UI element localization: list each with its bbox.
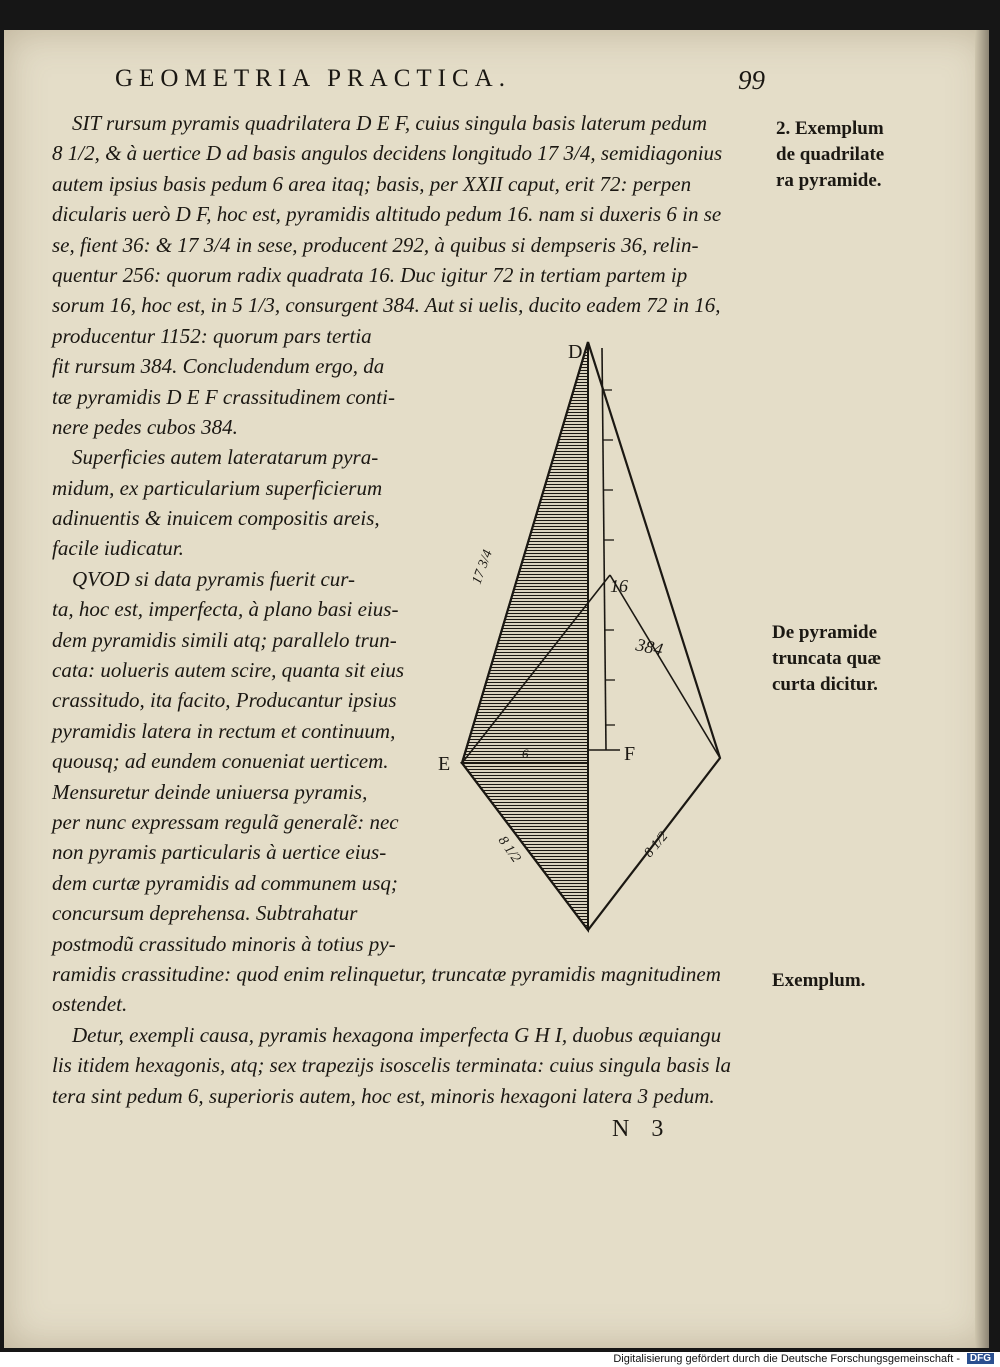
text-line: facile iudicatur. bbox=[52, 536, 184, 561]
margin-note-line: truncata quæ bbox=[772, 648, 882, 669]
margin-note-truncated bbox=[772, 620, 881, 698]
text-line: midum, ex particularium superficierum bbox=[52, 475, 383, 500]
margin-note-line: Exemplum. bbox=[772, 970, 866, 991]
text-line: cata: uolueris autem scire, quanta sit eius bbox=[52, 658, 405, 683]
text-line: autem ipsius basis pedum 6 area itaq; basis, per XXII caput, erit 72: perpen bbox=[52, 171, 692, 196]
text-line: Detur, exempli causa, pyramis hexagona imperfecta G H I, duobus æquiangu bbox=[72, 1022, 722, 1047]
text-line: ramidis crassitudine: quod enim relinquetur, truncatæ pyramidis magnitudinem bbox=[52, 961, 721, 986]
text-line: tera sint pedum 6, superioris autem, hoc est, minoris hexagoni latera 3 pedum. bbox=[52, 1083, 715, 1108]
page-header bbox=[115, 65, 765, 105]
page-number: 99 bbox=[738, 65, 765, 95]
text-line: 8 1/2, & à uertice D ad basis angulos decidens longitudo 17 3/4, semidiagonius bbox=[52, 141, 723, 166]
pyramid-figure bbox=[430, 330, 750, 950]
measure-height: 16 bbox=[610, 576, 628, 596]
text-line: quentur 256: quorum radix quadrata 16. Duc igitur 72 in tertiam partem ip bbox=[52, 262, 688, 287]
measure-base-right: 8 1/2 bbox=[641, 829, 672, 861]
running-head: GEOMETRIA PRACTICA. bbox=[115, 65, 511, 92]
measure-edge: 384 bbox=[634, 634, 665, 660]
dfg-logo-icon: DFG bbox=[967, 1353, 994, 1364]
footer-credit: Digitalisierung gefördert durch die Deutsche Forschungsgemeinschaft - bbox=[613, 1353, 960, 1365]
measure-half-diagonal: 6 bbox=[522, 746, 529, 761]
text-line: crassitudo, ita facito, Producantur ipsius bbox=[52, 688, 397, 713]
text-line: SIT rursum pyramis quadrilatera D E F, cuius singula basis laterum pedum bbox=[72, 111, 708, 135]
text-line: dem pyramidis simili atq; parallelo trun- bbox=[52, 627, 397, 652]
text-line: dem curtæ pyramidis ad communem usq; bbox=[52, 870, 398, 895]
label-e: E bbox=[438, 753, 451, 775]
height-line bbox=[602, 348, 606, 750]
edge-line bbox=[610, 575, 720, 758]
margin-note-line: De pyramide bbox=[772, 622, 878, 643]
page-edge bbox=[975, 30, 989, 1348]
measure-slant: 17 3/4 bbox=[469, 547, 496, 587]
label-d: D bbox=[568, 341, 583, 363]
text-line: adinuentis & inuicem compositis areis, bbox=[52, 506, 380, 531]
measure-base-left: 8 1/2 bbox=[494, 833, 524, 866]
label-f: F bbox=[624, 743, 636, 765]
text-line: producentur 1152: quorum pars tertia bbox=[52, 323, 372, 348]
text-line: Mensuretur deinde uniuersa pyramis, bbox=[52, 779, 368, 804]
text-line: nere pedes cubos 384. bbox=[52, 414, 238, 439]
text-line: per nunc expressam regulã generalẽ: nec bbox=[52, 809, 399, 834]
text-line: non pyramis particularis à uertice eius- bbox=[52, 840, 387, 865]
text-line: postmodũ crassitudo minoris à totius py- bbox=[52, 931, 396, 956]
text-line: quousq; ad eundem conueniat uerticem. bbox=[52, 749, 389, 774]
text-line: ta, hoc est, imperfecta, à plano basi eius- bbox=[52, 597, 399, 622]
text-line: ostendet. bbox=[52, 992, 128, 1017]
text-line: pyramidis latera in rectum et continuum, bbox=[52, 718, 396, 743]
margin-note-example2 bbox=[776, 116, 884, 194]
margin-note-example bbox=[772, 968, 865, 994]
text-line: lis itidem hexagonis, atq; sex trapezijs isoscelis terminata: cuius singula basis la bbox=[52, 1053, 731, 1078]
margin-note-line: curta dicitur. bbox=[772, 674, 878, 695]
margin-note-line: ra pyramide. bbox=[776, 170, 882, 191]
margin-note-line: 2. Exemplum bbox=[776, 118, 884, 139]
text-line: Superficies autem lateratarum pyra- bbox=[72, 445, 379, 470]
text-line: fit rursum 384. Concludendum ergo, da bbox=[52, 354, 385, 379]
text-line: se, fient 36: & 17 3/4 in sese, producent 292, à quibus si dempseris 36, relin- bbox=[52, 232, 699, 257]
text-line: QVOD si data pyramis fuerit cur- bbox=[72, 566, 356, 591]
margin-note-line: de quadrilate bbox=[776, 144, 885, 165]
signature-mark: N 3 bbox=[612, 1116, 672, 1142]
text-line: dicularis uerò D F, hoc est, pyramidis altitudo pedum 16. nam si duxeris 6 in se bbox=[52, 202, 722, 227]
text-line: sorum 16, hoc est, in 5 1/3, consurgent 384. Aut si uelis, ducito eadem 72 in 16, bbox=[52, 293, 721, 318]
footer-bar bbox=[0, 1352, 1000, 1367]
text-line: concursum deprehensa. Subtrahatur bbox=[52, 901, 358, 926]
text-line: tæ pyramidis D E F crassitudinem conti- bbox=[52, 384, 395, 409]
